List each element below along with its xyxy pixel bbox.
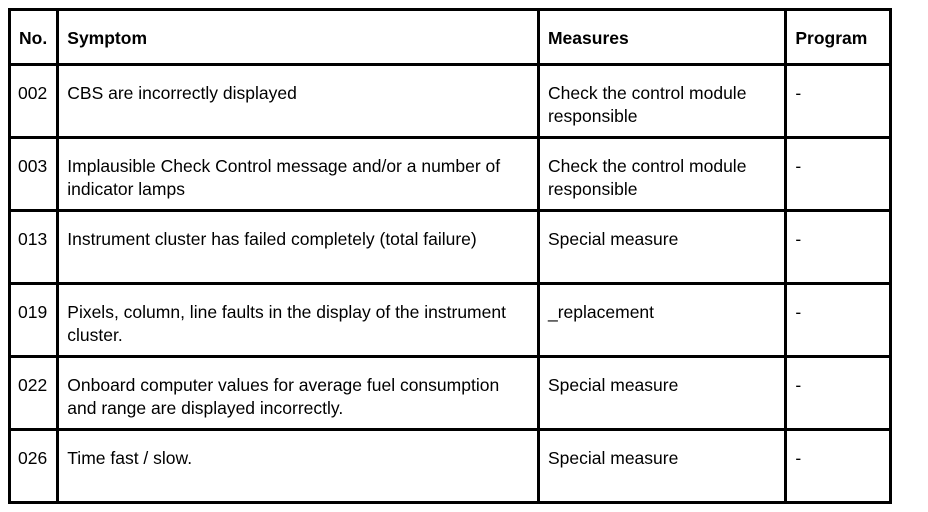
- cell-measures: _replacement: [538, 284, 785, 357]
- cell-program: -: [786, 430, 891, 503]
- table-row: [10, 357, 891, 430]
- cell-measures: Special measure: [538, 357, 785, 430]
- header-no: No.: [10, 10, 58, 65]
- cell-no: 013: [10, 211, 58, 284]
- table-row: [10, 211, 891, 284]
- table-row: [10, 430, 891, 503]
- cell-program: -: [786, 138, 891, 211]
- cell-no: 019: [10, 284, 58, 357]
- cell-no: 002: [10, 65, 58, 138]
- cell-measures: Special measure: [538, 211, 785, 284]
- cell-program: -: [786, 211, 891, 284]
- cell-measures: Check the control module responsible: [538, 138, 785, 211]
- header-measures: Measures: [538, 10, 785, 65]
- cell-no: 003: [10, 138, 58, 211]
- cell-measures: Check the control module responsible: [538, 65, 785, 138]
- cell-symptom: Onboard computer values for average fuel consumption and range are displayed incorrectly.: [58, 357, 539, 430]
- cell-no: 022: [10, 357, 58, 430]
- cell-no: 026: [10, 430, 58, 503]
- cell-symptom: CBS are incorrectly displayed: [58, 65, 539, 138]
- header-symptom: Symptom: [58, 10, 539, 65]
- table-row: [10, 138, 891, 211]
- cell-measures: Special measure: [538, 430, 785, 503]
- header-program: Program: [786, 10, 891, 65]
- cell-symptom: Implausible Check Control message and/or a number of indicator lamps: [58, 138, 539, 211]
- table-row: [10, 65, 891, 138]
- table-header-row: [10, 10, 891, 65]
- cell-program: -: [786, 65, 891, 138]
- symptom-measures-table: [8, 8, 892, 504]
- symptom-table-container: [8, 8, 892, 504]
- cell-program: -: [786, 357, 891, 430]
- cell-symptom: Time fast / slow.: [58, 430, 539, 503]
- table-row: [10, 284, 891, 357]
- cell-program: -: [786, 284, 891, 357]
- cell-symptom: Pixels, column, line faults in the display of the instrument cluster.: [58, 284, 539, 357]
- cell-symptom: Instrument cluster has failed completely (total failure): [58, 211, 539, 284]
